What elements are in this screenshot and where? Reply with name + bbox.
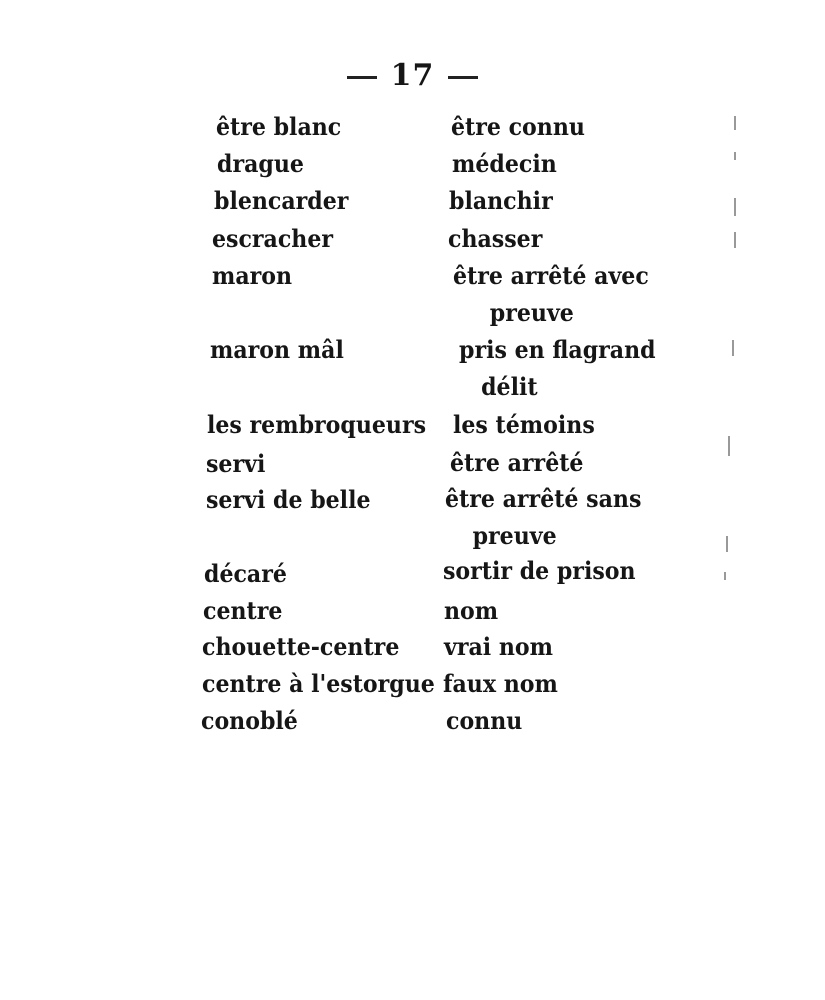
term: drague (217, 149, 304, 178)
definition (445, 480, 641, 554)
term: maron (212, 261, 293, 290)
definition (446, 702, 522, 739)
speck (732, 340, 734, 356)
term: être blanc (216, 112, 342, 141)
definition-text: faux nom (443, 669, 558, 698)
definition-text: chasser (448, 224, 543, 253)
speck (734, 232, 736, 248)
term: servi de belle (206, 485, 371, 514)
term: conoblé (201, 706, 298, 735)
speck (726, 536, 728, 552)
page-number: 17 (390, 58, 435, 93)
definition (459, 331, 656, 405)
definition (453, 406, 595, 443)
page-number-header (0, 58, 825, 93)
definition-text: être connu (451, 112, 585, 141)
term: les rembroqueurs (207, 410, 427, 439)
definition-text: médecin (452, 149, 557, 178)
definition (443, 552, 636, 589)
definition (444, 592, 498, 629)
definition-text: connu (446, 706, 523, 735)
definition (448, 220, 542, 257)
definition-text: les témoins (453, 410, 595, 439)
definition (450, 444, 583, 481)
definition-text: sortir de prison (443, 556, 636, 585)
definition (444, 628, 553, 665)
term: blencarder (214, 186, 349, 215)
definition-text: blanchir (449, 186, 553, 215)
term: décaré (204, 559, 287, 588)
term: centre (203, 596, 283, 625)
definition-text: pris en flagrand (459, 335, 656, 364)
term: chouette-centre (202, 632, 400, 661)
definition-text: nom (444, 596, 499, 625)
definition-text: être arrêté avec (453, 261, 649, 290)
speck (728, 436, 730, 456)
definition-continuation: délit (481, 372, 538, 401)
definition-text: être arrêté sans (445, 484, 642, 513)
term: centre à l'estorgue (202, 669, 435, 698)
definition-continuation: preuve (489, 298, 574, 327)
speck (724, 572, 726, 580)
left-dash (347, 76, 377, 79)
speck (734, 198, 736, 216)
definition (453, 257, 649, 331)
definition (452, 145, 557, 182)
speck (734, 116, 736, 130)
term: escracher (212, 224, 334, 253)
term: servi (206, 449, 266, 478)
definition-text: vrai nom (444, 632, 553, 661)
definition (451, 108, 585, 145)
definition (449, 182, 553, 219)
definition (443, 665, 558, 702)
speck (734, 152, 736, 160)
definition-text: être arrêté (450, 448, 584, 477)
term: maron mâl (210, 335, 344, 364)
right-dash (448, 76, 478, 79)
definition-continuation: preuve (472, 521, 557, 550)
